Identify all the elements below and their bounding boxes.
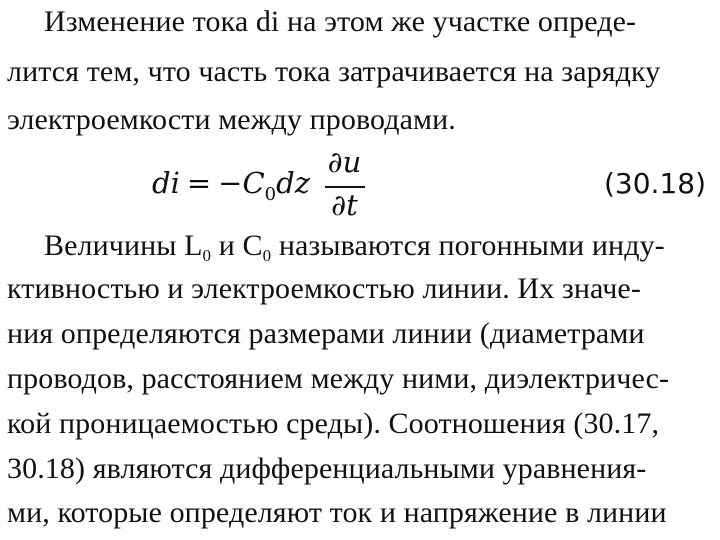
subscript: 0 [262, 246, 272, 265]
minus-sign: − [218, 166, 243, 200]
equation-number: (30.18) [603, 167, 706, 200]
fraction-numerator: ∂u [327, 145, 362, 179]
text-line: Изменение тока di на этом же участке опреде- [44, 5, 637, 38]
equals-sign: = [186, 166, 212, 200]
text-line: ния определяются размерами линии (диаметрами [7, 317, 645, 350]
text-line: кой проницаемостью среды). Соотношения (30.17, [7, 407, 660, 440]
subscript: 0 [202, 246, 212, 265]
equation-expression [152, 163, 310, 203]
text-line: проводов, расстоянием между ними, диэлектричес- [7, 362, 670, 395]
text-line: ми, которые определяют ток и напряжение в линии [7, 496, 667, 529]
text-line [44, 226, 665, 266]
capacitance-symbol: C [242, 166, 265, 200]
equation-lhs: di [152, 166, 180, 200]
equation-30-18 [0, 143, 720, 238]
text-line: 30.18) являются дифференциальными уравнения- [7, 452, 647, 485]
text-line: ктивностью и электроемкостью линии. Их значе- [7, 272, 641, 305]
fraction-denominator: ∂t [331, 188, 358, 222]
text-line: лится тем, что часть тока затрачивается на зарядку [7, 55, 661, 88]
text-line: электроемкости между проводами. [7, 103, 456, 136]
text-fragment: называются погонными инду- [271, 229, 665, 262]
partial-derivative-fraction [323, 143, 366, 225]
text-fragment: Величины L [44, 229, 203, 262]
text-fragment: и С [211, 229, 263, 262]
capacitance-subscript: 0 [264, 184, 277, 205]
differential-dz: dz [276, 166, 310, 200]
